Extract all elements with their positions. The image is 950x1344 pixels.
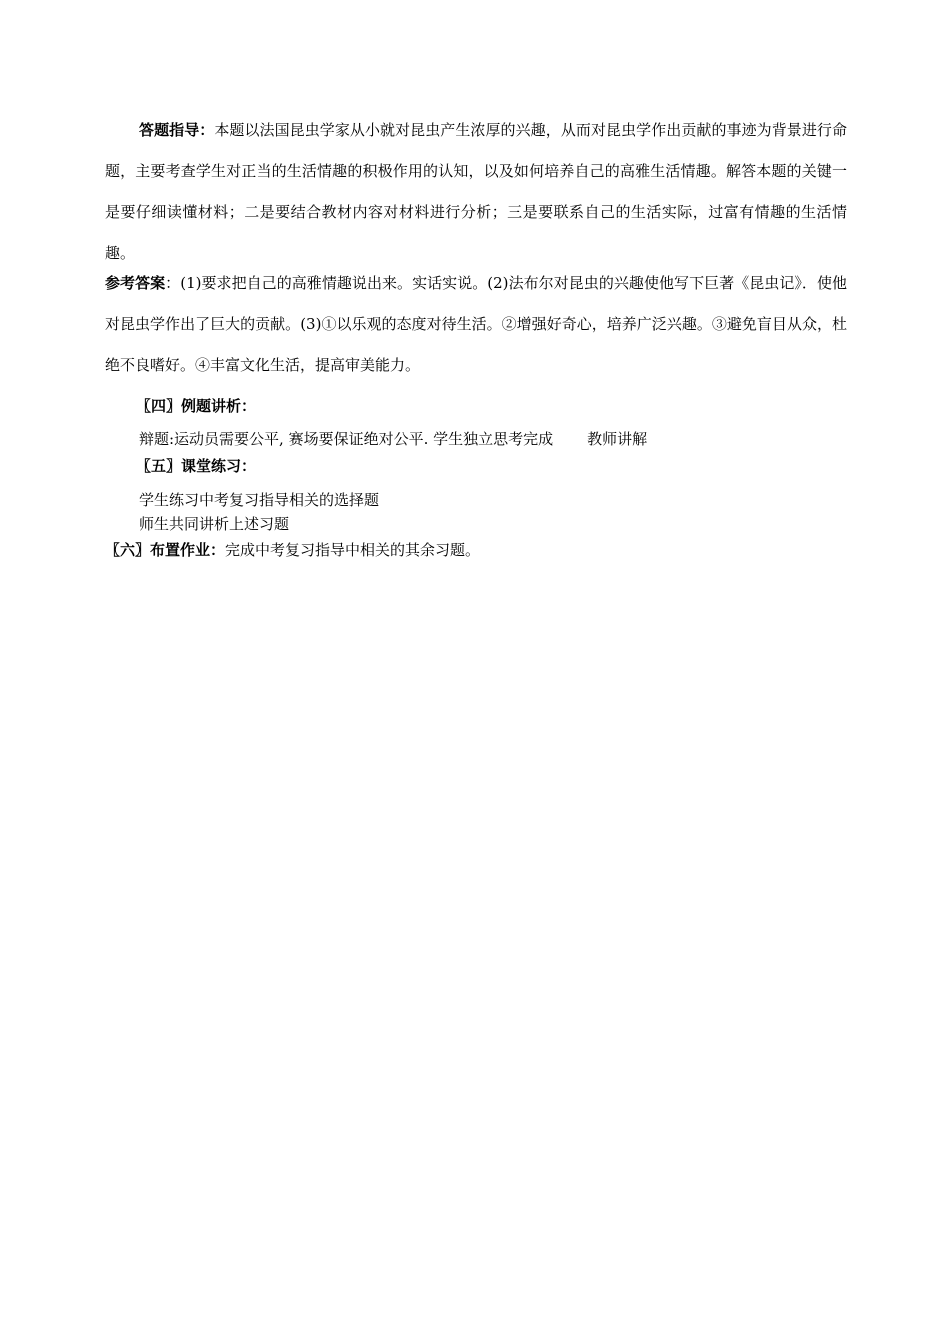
section-four-heading: 〖四〗例题讲析： [136, 397, 257, 415]
answer-guide-text: 本题以法国昆虫学家从小就对昆虫产生浓厚的兴趣，从而对昆虫学作出贡献的事迹为背景进行命题，主要考查学生对正当的生活情趣的积极作用的认知，以及如何培养自己的高雅生活情趣。解答本题的关键一是要仔细读懂材料；二是要结合教材内容对材料进行分析；三是要联系自己的生活实际，过富有情趣的生活情趣。 [105, 121, 847, 262]
reference-answer-paragraph [105, 263, 847, 386]
example-debate-text: 辩题:运动员需要公平, 赛场要保证绝对公平. 学生独立思考完成 [139, 430, 554, 448]
reference-answer-label: 参考答案 [105, 274, 166, 292]
example-debate-line [139, 427, 647, 451]
practice-item-review: 师生共同讲析上述习题 [139, 515, 290, 533]
answer-guide-label: 答题指导： [139, 121, 215, 139]
answer-guide-paragraph [105, 110, 847, 274]
teacher-explain-text: 教师讲解 [587, 430, 648, 448]
section-six-heading: 〖六〗布置作业： [105, 541, 226, 559]
section-six-line [105, 538, 480, 562]
practice-item-choice: 学生练习中考复习指导相关的选择题 [139, 491, 380, 509]
section-five-heading: 〖五〗课堂练习： [136, 457, 257, 475]
homework-text: 完成中考复习指导中相关的其余习题。 [225, 541, 481, 559]
reference-answer-text: ：(1)要求把自己的高雅情趣说出来。实话实说。(2)法布尔对昆虫的兴趣使他写下巨著《昆虫记》．使他对昆虫学作出了巨大的贡献。(3)①以乐观的态度对待生活。②增强好奇心，培养广泛兴趣。③避免盲目从众，杜绝不良嗜好。④丰富文化生活，提高审美能力。 [105, 274, 847, 374]
